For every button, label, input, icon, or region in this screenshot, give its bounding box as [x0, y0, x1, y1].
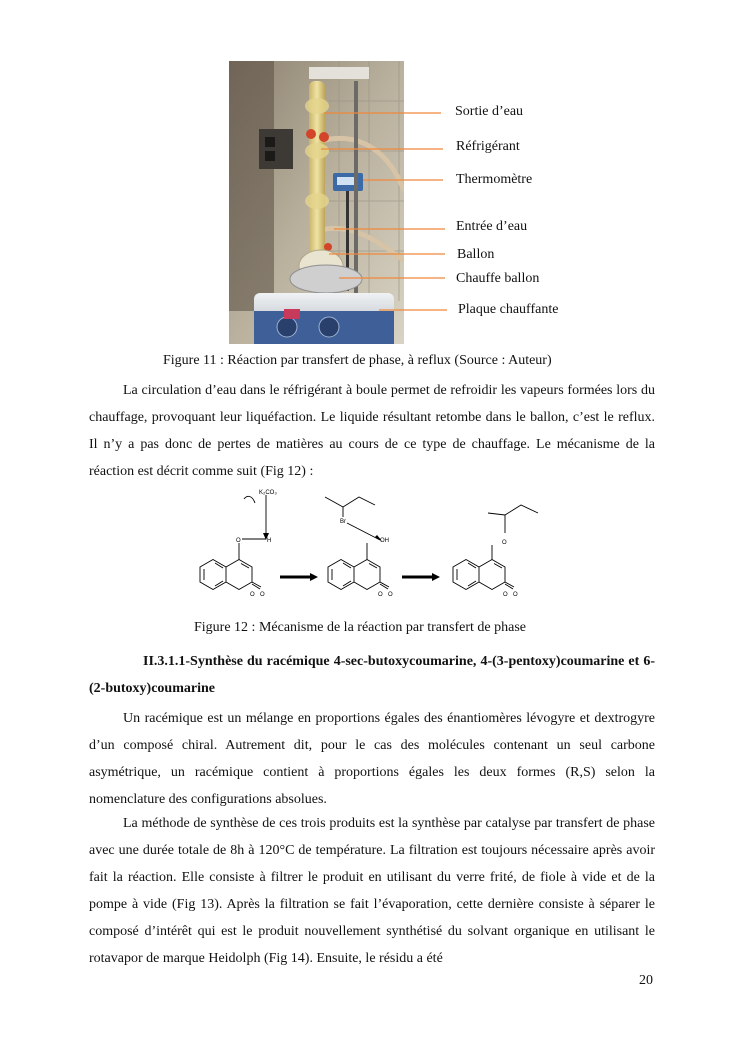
- label-sortie-eau: Sortie d’eau: [455, 104, 524, 119]
- page-number: 20: [639, 973, 653, 988]
- br-label: Br: [340, 519, 346, 525]
- section-heading: II.3.1.1-Synthèse du racémique 4-sec-butoxycoumarine, 4-(3-pentoxy)coumarine et 6-(2-butoxy)coumarine: [89, 654, 655, 696]
- figure-12-caption: Figure 12 : Mécanisme de la réaction par transfert de phase: [194, 620, 526, 635]
- label-thermometre: Thermomètre: [456, 172, 533, 187]
- ring-o-1: O: [250, 592, 255, 598]
- ring-o-1b: O: [260, 592, 265, 598]
- o-label-1: O: [236, 538, 241, 544]
- label-refrigerant: Réfrigérant: [456, 139, 520, 154]
- ring-o-2: O: [378, 592, 383, 598]
- coumarin-molecule-1: [200, 495, 266, 590]
- label-chauffe-ballon: Chauffe ballon: [456, 271, 540, 286]
- label-entree-eau: Entrée d’eau: [456, 219, 528, 234]
- ring-o-3b: O: [513, 592, 518, 598]
- figure-12-mechanism: [195, 485, 565, 610]
- coumarin-molecule-3: [453, 505, 538, 590]
- h-label-1: H: [267, 538, 272, 544]
- oh-label: OH: [380, 538, 389, 544]
- o-label-3: O: [502, 540, 507, 546]
- label-ballon: Ballon: [457, 247, 495, 262]
- label-plaque-chauffante: Plaque chauffante: [458, 302, 559, 317]
- ring-o-2b: O: [388, 592, 393, 598]
- paragraph-synthese: La méthode de synthèse de ces trois produits est la synthèse par catalyse par transfert de phase avec une durée totale de 8h à 120°C de température. La filtration est toujours nécessaire après avoir fait la réaction. Elle consiste à filtrer le produit en utilisant du verre frité, de fiole à vide et de la pompe à vide (Fig 13). Après la filtration se fait l’évaporation, cette dernière consiste à séparer le composé d’intérêt qui est le produit nouvellement synthétisé du solvant organique en utilisant le rotavapor de marque Heidolph (Fig 14). Ensuite, le résidu a été: [89, 816, 655, 966]
- ring-o-3: O: [503, 592, 508, 598]
- figure-11-caption: Figure 11 : Réaction par transfert de phase, à reflux (Source : Auteur): [163, 353, 552, 368]
- figure-11: [229, 61, 709, 344]
- paragraph-reflux: La circulation d’eau dans le réfrigérant à boule permet de refroidir les vapeurs formées lors du chauffage, provoquant leur liquéfaction. Le liquide résultant retombe dans le ballon, c’est le reflux. Il n’y a pas donc de pertes de matières au cours de ce type de chauffage. Le mécanisme de la réaction est décrit comme suit (Fig 12) :: [89, 383, 655, 479]
- k2co3-label: K₂CO₃: [259, 490, 277, 496]
- paragraph-racemique: Un racémique est un mélange en proportions égales des énantiomères lévogyre et dextrogyre d’un composé chiral. Autrement dit, pour le cas des molécules contenant un seul carbone asymétrique, un racémique contient à proportions égales les deux formes (R,S) selon la nomenclature des configurations absolues.: [89, 711, 655, 807]
